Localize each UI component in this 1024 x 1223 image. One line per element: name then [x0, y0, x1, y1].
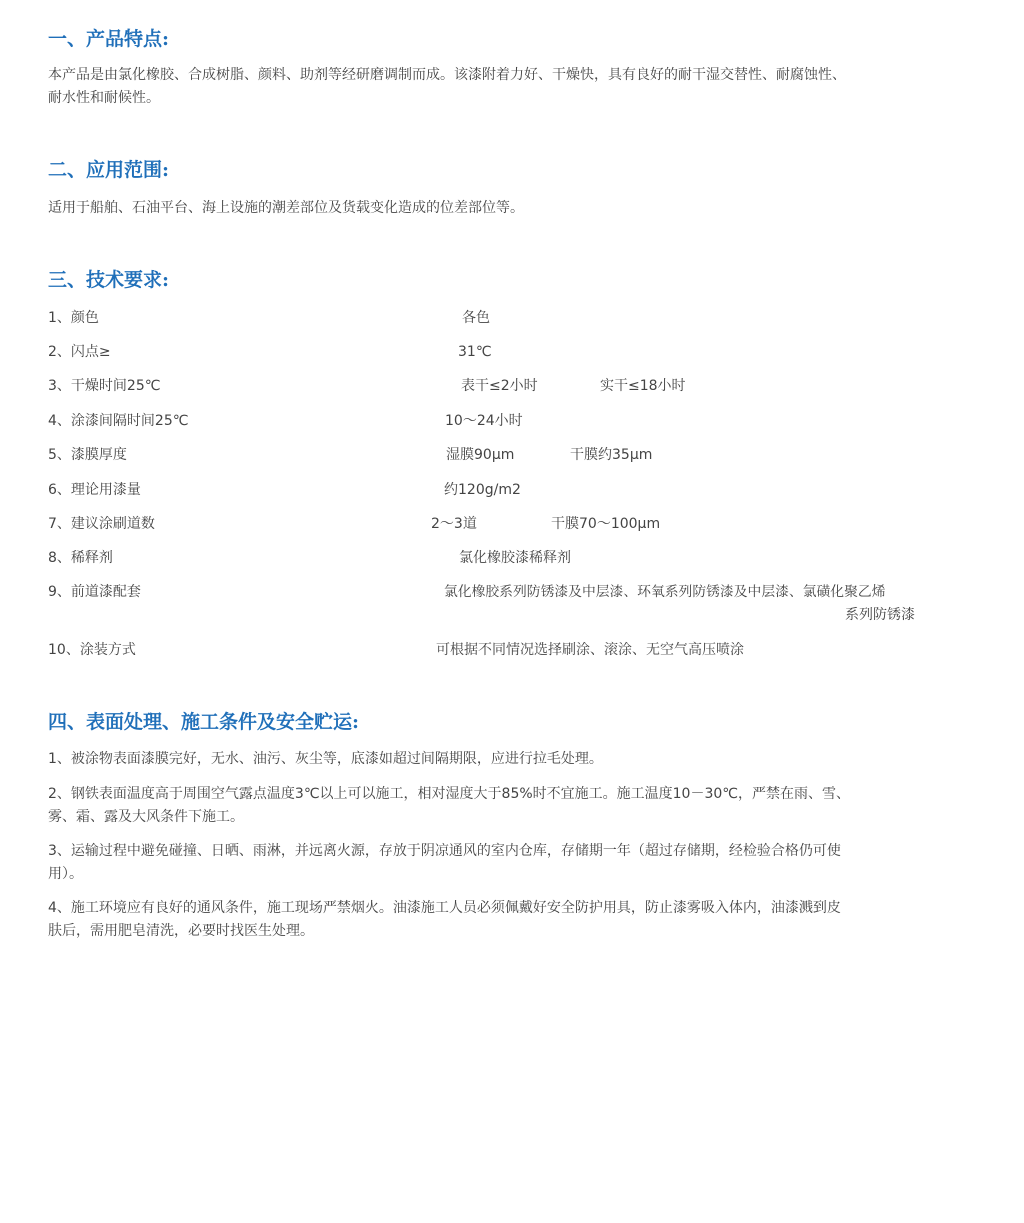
features-text-line-2: 耐水性和耐候性。	[48, 90, 160, 106]
features-heading: 一、产品特点:	[48, 28, 170, 50]
specs-heading: 三、技术要求:	[48, 269, 170, 291]
spec-row-recommended-coats	[0, 513, 1024, 537]
spec-row-theoretical-coverage	[0, 479, 1024, 503]
safety-item-line-1: 2、钢铁表面温度高于周围空气露点温度3℃以上可以施工，相对湿度大于85%时不宜施工。施工温度10－30℃，严禁在雨、雪、	[48, 786, 851, 802]
safety-item-3	[48, 840, 978, 886]
spec-label: 8、稀释剂	[48, 550, 113, 566]
spec-label: 2、闪点≥	[48, 344, 111, 360]
spec-label: 1、颜色	[48, 310, 99, 326]
features-text	[48, 64, 978, 110]
spec-value-secondary: 干膜70～100μm	[551, 516, 661, 532]
spec-row-thinner	[0, 547, 1024, 571]
safety-item-line-1: 4、施工环境应有良好的通风条件，施工现场严禁烟火。油漆施工人员必须佩戴好安全防护用具，防止漆雾吸入体内，油漆溅到皮	[48, 900, 841, 916]
spec-label: 6、理论用漆量	[48, 482, 141, 498]
application-heading: 二、应用范围:	[48, 159, 170, 181]
spec-value-secondary: 干膜约35μm	[570, 447, 653, 463]
spec-value: 31℃	[458, 344, 492, 360]
spec-row-application-method	[0, 639, 1024, 663]
spec-row-recoat-interval	[0, 410, 1024, 434]
spec-value-secondary: 实干≤18小时	[600, 378, 686, 394]
spec-label: 10、涂装方式	[48, 642, 136, 658]
spec-row-previous-coat	[0, 581, 1024, 627]
spec-value: 表干≤2小时	[461, 378, 538, 394]
spec-label: 9、前道漆配套	[48, 584, 141, 600]
spec-value: 氯化橡胶系列防锈漆及中层漆、环氧系列防锈漆及中层漆、氯磺化聚乙烯	[444, 584, 886, 600]
safety-item-4	[48, 897, 978, 943]
spec-value: 2～3道	[431, 516, 477, 532]
spec-label: 7、建议涂刷道数	[48, 516, 155, 532]
safety-item-1	[48, 748, 978, 771]
spec-label: 3、干燥时间25℃	[48, 378, 161, 394]
spec-row-drying-time	[0, 375, 1024, 399]
spec-row-flash-point	[0, 341, 1024, 365]
spec-label: 5、漆膜厚度	[48, 447, 127, 463]
spec-value: 湿膜90μm	[446, 447, 515, 463]
spec-value: 10～24小时	[445, 413, 523, 429]
features-text-line-1: 本产品是由氯化橡胶、合成树脂、颜料、助剂等经研磨调制而成。该漆附着力好、干燥快，具有良好的耐干湿交替性、耐腐蚀性、	[48, 67, 846, 83]
spec-value: 各色	[462, 310, 490, 326]
safety-item-line-2: 肤后，需用肥皂清洗，必要时找医生处理。	[48, 923, 314, 939]
safety-item-line-1: 3、运输过程中避免碰撞、日晒、雨淋，并远离火源，存放于阴凉通风的室内仓库，存储期一年（超过存储期，经检验合格仍可使	[48, 843, 841, 859]
safety-item-line-2: 雾、霜、露及大风条件下施工。	[48, 809, 244, 825]
spec-row-color	[0, 307, 1024, 331]
spec-value: 可根据不同情况选择刷涂、滚涂、无空气高压喷涂	[436, 642, 744, 658]
safety-heading: 四、表面处理、施工条件及安全贮运:	[48, 711, 360, 733]
spec-label: 4、涂漆间隔时间25℃	[48, 413, 189, 429]
spec-row-film-thickness	[0, 444, 1024, 468]
application-text: 适用于船舶、石油平台、海上设施的潮差部位及货载变化造成的位差部位等。	[48, 200, 524, 216]
safety-item-line-2: 用）。	[48, 866, 83, 882]
spec-value: 氯化橡胶漆稀释剂	[459, 550, 571, 566]
spec-value-secondary: 系列防锈漆	[845, 607, 915, 623]
safety-item-2	[48, 783, 978, 829]
spec-value: 约120g/m2	[444, 482, 521, 498]
safety-item-line-1: 1、被涂物表面漆膜完好，无水、油污、灰尘等，底漆如超过间隔期限，应进行拉毛处理。	[48, 751, 603, 767]
